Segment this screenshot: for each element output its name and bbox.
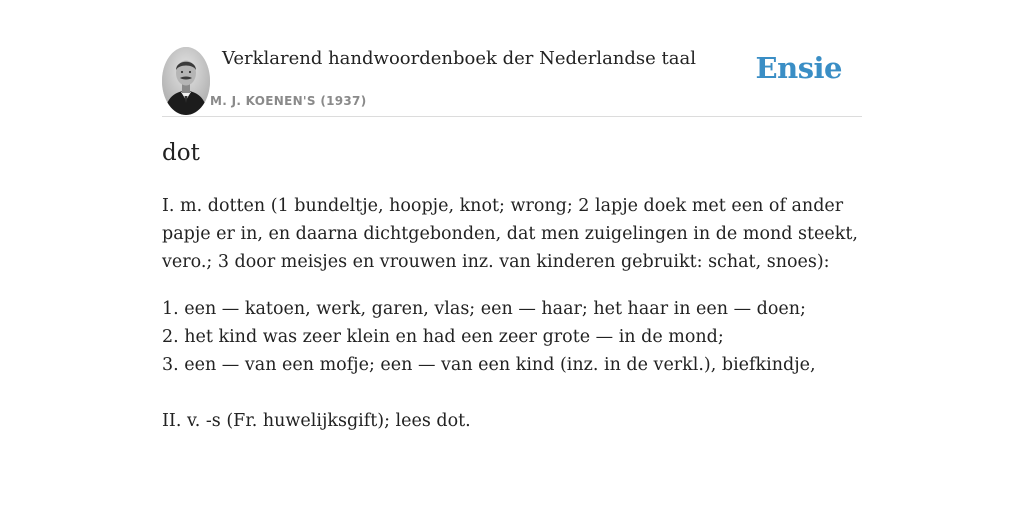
book-author: M. J. KOENEN'S (1937) [210, 94, 367, 108]
dictionary-header [162, 46, 862, 117]
entry-headword: dot [162, 140, 200, 166]
author-portrait-icon [162, 47, 210, 115]
example-line: 3. een — van een mofje; een — van een kind (inz. in de verkl.), biefkindje, [162, 355, 816, 375]
entry-sense-2: II. v. -s (Fr. huwelijksgift); lees dot. [162, 411, 471, 431]
example-line: 2. het kind was zeer klein en had een zeer grote — in de mond; [162, 327, 724, 347]
book-title: Verklarend handwoordenboek der Nederlandse taal [222, 48, 696, 69]
example-line: 1. een — katoen, werk, garen, vlas; een — haar; het haar in een — doen; [162, 299, 806, 319]
page-content [162, 0, 862, 512]
entry-sense-1: I. m. dotten (1 bundeltje, hoopje, knot; wrong; 2 lapje doek met een of ander papje er in, en daarna dichtgebonden, dat men zuigelingen in de mond steekt, vero.; 3 door meisjes en vrouwen inz. van kinderen gebruikt: schat, snoes): [162, 196, 858, 272]
entry-examples-list [162, 295, 862, 379]
ensie-logo-link[interactable]: Ensie [755, 51, 842, 85]
